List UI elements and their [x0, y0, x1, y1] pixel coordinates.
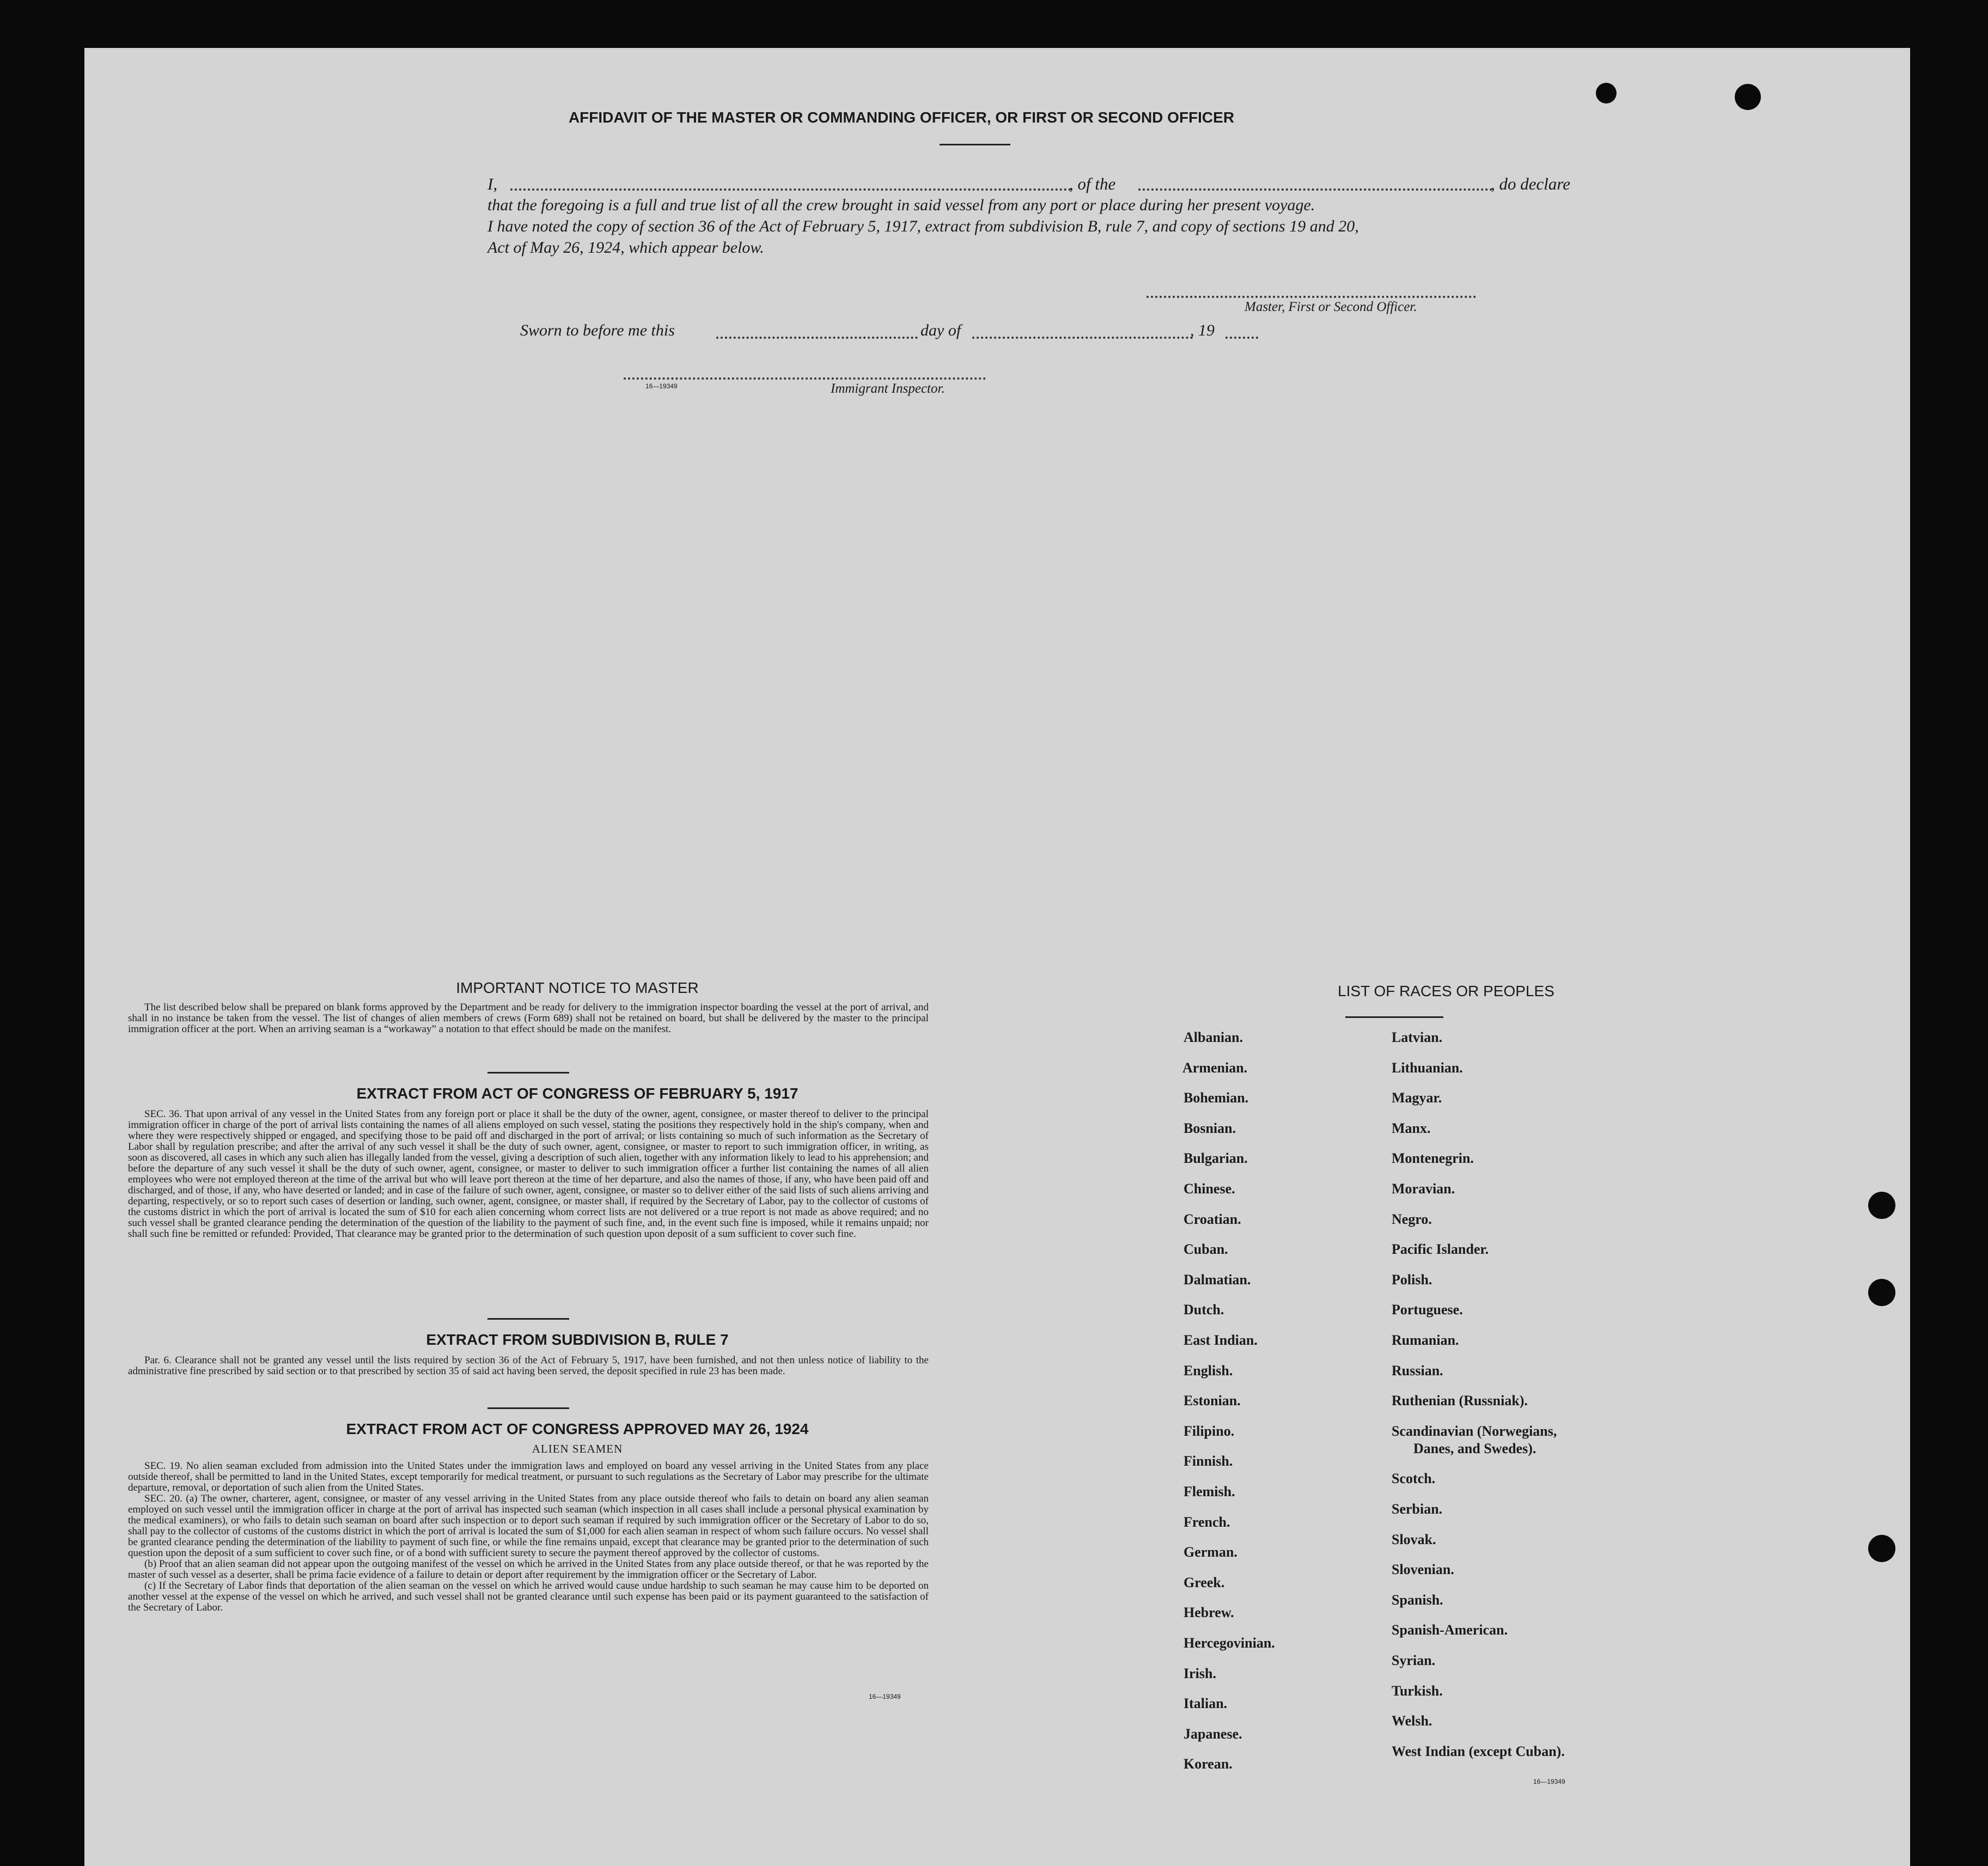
race-item: Montenegrin. [1392, 1150, 1474, 1167]
race-item: Latvian. [1392, 1029, 1443, 1045]
sec-20a-text: SEC. 20. (a) The owner, charterer, agent, consignee, or master of any vessel arriving in the United States from any place outside thereof who fails to detain on board any alien seaman employed on such vessel until the immigration officer in charge at the port of arrival has inspected such seaman (which inspection in all cases shall include a personal physical examination by the medical examiners), or who fails to detain such seaman on board after such inspection or to deport such seaman if required by such immigration officer or the Secretary of Labor to do so, shall pay to the collector of customs of the customs district in which the port of arrival is located the sum of $1,000 for each alien seaman in respect of whom such failure occurs. No vessel shall be granted clearance pending the determination of the liability to payment of such fine, or while the fine remains unpaid, except that clearance may be granted prior to the determination of such question upon the deposit of a sum sufficient to cover such fine, or of a bond with sufficient surety to secure the payment thereof approved by the collector of customs. [128, 1493, 929, 1559]
race-item: Syrian. [1392, 1652, 1436, 1668]
race-item: Finnish. [1184, 1453, 1233, 1469]
sworn-year-field[interactable] [1225, 337, 1258, 339]
sec-19-text: SEC. 19. No alien seaman excluded from admission into the United States under the immigration laws and employed on board any vessel arriving in the United States from any place outside thereof, shall be permitted to land in the United States, except temporarily for medical treatment, or pursuant to such regulations as the Secretary of Labor may prescribe for the ultimate departure, removal, or deportation of such alien from the United States. [128, 1460, 929, 1493]
sec-20c-text: (c) If the Secretary of Labor finds that deportation of the alien seaman on the vessel on which he arrived would cause undue hardship to such seaman he may cause him to be deported on another vessel at the expense of the vessel on which he arrived, and such vessel shall not be granted clearance until such expense has been paid or its payment guaranteed to the satisfaction of the Secretary of Labor. [128, 1580, 929, 1613]
race-item: Estonian. [1184, 1393, 1241, 1409]
race-item: Polish. [1392, 1271, 1432, 1288]
race-item: Dutch. [1184, 1302, 1224, 1318]
race-item: Dalmatian. [1184, 1271, 1251, 1288]
race-item: Portuguese. [1392, 1302, 1463, 1318]
race-item: French. [1184, 1514, 1230, 1530]
punch-hole [1735, 84, 1761, 110]
race-item: Slovenian. [1392, 1562, 1454, 1578]
race-item: Armenian. [1182, 1059, 1248, 1076]
notice-title: IMPORTANT NOTICE TO MASTER [456, 979, 699, 996]
race-item: Japanese. [1184, 1725, 1242, 1742]
race-item: Spanish. [1392, 1591, 1443, 1608]
race-item: Magyar. [1392, 1090, 1442, 1106]
race-item: East Indian. [1184, 1332, 1258, 1348]
form-code: 16—19349 [1533, 1778, 1565, 1785]
race-item: Ruthenian (Russniak). [1392, 1393, 1528, 1409]
race-item: Manx. [1392, 1120, 1431, 1136]
punch-hole [1868, 1192, 1895, 1219]
race-item: Serbian. [1392, 1501, 1443, 1517]
race-item: Italian. [1184, 1696, 1228, 1712]
race-item: Negro. [1392, 1211, 1432, 1227]
race-item: Bulgarian. [1184, 1150, 1248, 1167]
of-the-label: , of the [1069, 174, 1116, 193]
do-declare-label: , do declare [1491, 174, 1571, 193]
race-item: Slovak. [1392, 1531, 1436, 1547]
race-item: Albanian. [1184, 1029, 1243, 1045]
race-item: Scotch. [1392, 1471, 1436, 1487]
year-label: , 19 [1190, 321, 1215, 339]
sworn-day-field[interactable] [716, 337, 918, 339]
day-of-label: day of [920, 321, 961, 339]
title-underline [940, 144, 1010, 145]
punch-hole [1868, 1535, 1895, 1562]
race-item: Rumanian. [1392, 1332, 1459, 1348]
race-item: Hercegovinian. [1184, 1635, 1275, 1651]
act-1924-body [128, 1461, 929, 1613]
sworn-month-field[interactable] [972, 337, 1193, 339]
race-item: Croatian. [1184, 1211, 1241, 1227]
master-signature-line[interactable] [1147, 296, 1476, 298]
race-item: Turkish. [1392, 1682, 1443, 1699]
race-item: Irish. [1184, 1665, 1216, 1681]
document-page [84, 48, 1910, 1866]
race-item: Moravian. [1392, 1181, 1455, 1197]
punch-hole [1868, 1279, 1895, 1306]
race-item: Lithuanian. [1392, 1059, 1463, 1076]
form-code: 16—19349 [645, 382, 678, 390]
notice-text: The list described below shall be prepared on blank forms approved by the Department and be ready for delivery to the immigration inspector boarding the vessel at the port of arrival, and shall in no instance be taken from the vessel. The list of changes of alien members of crews (Form 689) shall not be retained on board, but shall be delivered by the master to the principal immigration officer at the port. When an arriving seaman is a “workaway” a notation to that effect should be made on the manifest. [128, 1002, 929, 1035]
form-code: 16—19349 [869, 1693, 901, 1700]
race-item: Flemish. [1184, 1484, 1235, 1499]
race-item: Scandinavian (Norwegians, [1392, 1423, 1557, 1439]
master-signature-label: Master, First or Second Officer. [1245, 300, 1417, 314]
race-item: Korean. [1184, 1756, 1233, 1772]
affidavit-title: AFFIDAVIT OF THE MASTER OR COMMANDING OFFICER, OR FIRST OR SECOND OFFICER [568, 109, 1235, 126]
act-1924-title: EXTRACT FROM ACT OF CONGRESS APPROVED MAY 26, 1924 [346, 1420, 809, 1437]
race-item: Bohemian. [1184, 1090, 1249, 1106]
race-item: Spanish-American. [1392, 1622, 1508, 1638]
race-item: Greek. [1184, 1574, 1225, 1590]
declaration-line-3: I have noted the copy of section 36 of the Act of February 5, 1917, extract from subdivision B, rule 7, and copy of sections 19 and 20, [487, 217, 1359, 235]
race-item: Welsh. [1392, 1713, 1432, 1729]
alien-seamen-subtitle: ALIEN SEAMEN [532, 1442, 623, 1455]
race-item: Bosnian. [1184, 1120, 1236, 1136]
sworn-label: Sworn to before me this [520, 321, 675, 339]
races-title: LIST OF RACES OR PEOPLES [1338, 983, 1554, 999]
race-item: English. [1184, 1362, 1233, 1379]
race-item: German. [1184, 1544, 1237, 1560]
rule-7-text: Par. 6. Clearance shall not be granted any vessel until the lists required by section 36 of the Act of February 5, 1917, have been furnished, and not then unless notice of liability to the administrative fine prescribed by said section or to that prescribed by section 35 of said act having been served, the deposit specified in rule 23 has been made. [128, 1355, 929, 1377]
race-item: West Indian (except Cuban). [1392, 1743, 1565, 1759]
race-item: Hebrew. [1184, 1605, 1234, 1621]
race-item: Cuban. [1184, 1241, 1228, 1258]
punch-hole [1596, 83, 1617, 103]
declaration-line-4: Act of May 26, 1924, which appear below. [487, 239, 764, 257]
divider [487, 1318, 569, 1320]
officer-name-field[interactable] [510, 188, 1071, 191]
race-item: Danes, and Swedes). [1413, 1440, 1536, 1456]
inspector-signature-line[interactable] [624, 377, 986, 380]
rule-7-title: EXTRACT FROM SUBDIVISION B, RULE 7 [426, 1331, 729, 1348]
race-item: Pacific Islander. [1392, 1241, 1489, 1258]
inspector-label: Immigrant Inspector. [831, 381, 945, 396]
sec-20b-text: (b) Proof that an alien seaman did not appear upon the outgoing manifest of the vessel on which he arrived in the United States from any place outside thereof, or that he was reported by the master of such vessel as a deserter, shall be prima facie evidence of a failure to detain or deport after requirement by the immigration officer or the Secretary of Labor. [128, 1558, 929, 1581]
vessel-name-field[interactable] [1138, 188, 1492, 191]
extract-1917-title: EXTRACT FROM ACT OF CONGRESS OF FEBRUARY 5, 1917 [356, 1085, 798, 1102]
declaration-i-label: I, [487, 174, 498, 193]
race-item: Chinese. [1184, 1181, 1235, 1197]
divider [487, 1072, 569, 1074]
extract-1917-text: SEC. 36. That upon arrival of any vessel in the United States from any foreign port or place it shall be the duty of the owner, agent, consignee, or master thereof to deliver to the principal immigration officer in charge of the port of arrival lists containing the names of all aliens employed on such vessel, stating the positions they respectively hold in the ship's company, when and where they were respectively shipped or engaged, and specifying those to be paid off and discharged in the port of arrival; or lists containing so much of such information as the Secretary of Labor shall by regulation prescribe; and after the arrival of any such vessel it shall be the duty of such owner, agent, consignee, or master to report to such immigration officer, in writing, as soon as discovered, all cases in which any such alien has illegally landed from the vessel, giving a description of such alien, together with any information likely to lead to his apprehension; and before the departure of any such vessel it shall be the duty of such owner, agent, consignee, or master to deliver to such immigration officer a further list containing the names of all alien employees who were not employed thereon at the time of the arrival but who will leave port thereon at the time of her departure, and also the names of those, if any, who have been paid off and discharged, and of those, if any, who have deserted or landed; and in case of the failure of such owner, agent, consignee, or master so to deliver either of the said lists of such aliens arriving and departing, respectively, or so to report such cases of desertion or landing, such owner, agent, consignee, or master shall, if required by the Secretary of Labor, pay to the collector of customs of the customs district in which the port of arrival is located the sum of $10 for each alien concerning whom correct lists are not delivered or a true report is not made as above required; and no such vessel shall be granted clearance pending the determination of the question of the liability to the payment of such fine, and, in the event such fine is imposed, while it remains unpaid; nor shall such fine be remitted or refunded: Provided, That clearance may be granted prior to the determination of such question upon deposit of a sum sufficient to cover such fine. [128, 1108, 929, 1240]
race-item: Filipino. [1184, 1423, 1235, 1439]
declaration-line-2: that the foregoing is a full and true list of all the crew brought in said vessel from any port or place during her present voyage. [487, 196, 1315, 214]
races-title-underline [1345, 1016, 1443, 1018]
divider [487, 1407, 569, 1409]
race-item: Russian. [1392, 1362, 1443, 1379]
